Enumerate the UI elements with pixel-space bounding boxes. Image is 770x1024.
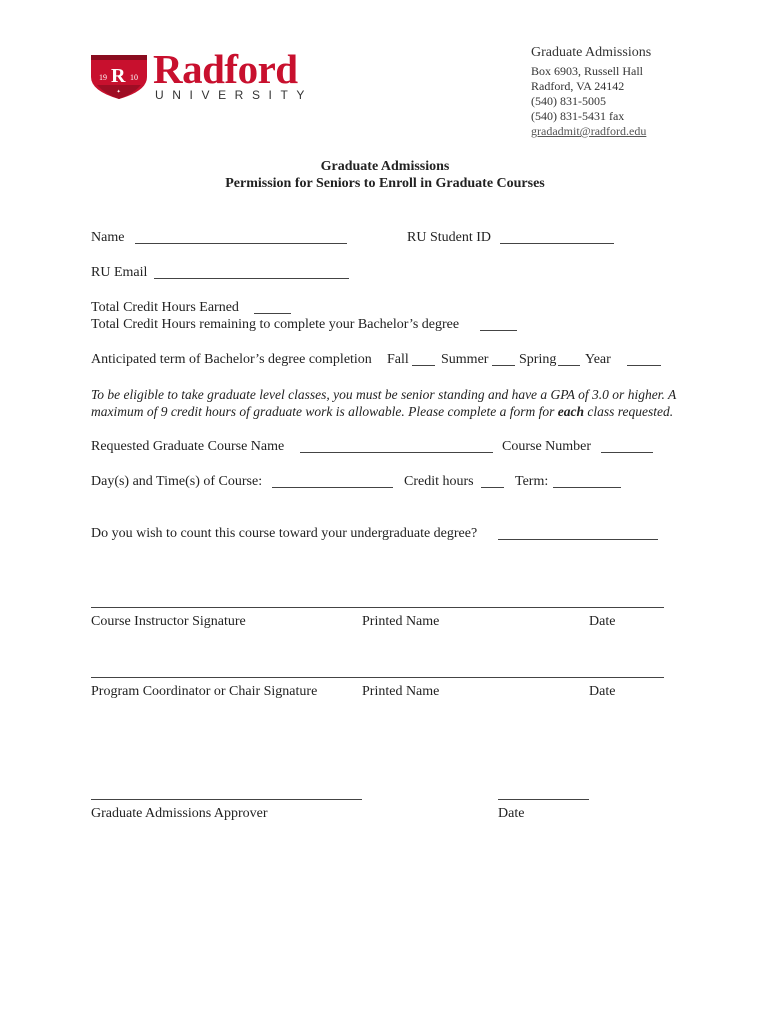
summer-field[interactable]: [492, 365, 515, 366]
approver-date-label: Date: [498, 806, 525, 821]
year-field[interactable]: [627, 365, 661, 366]
instructor-date-label: Date: [589, 614, 616, 629]
student-id-field[interactable]: [500, 243, 614, 244]
day-time-field[interactable]: [272, 487, 393, 488]
credits-earned-label: Total Credit Hours Earned: [91, 300, 239, 315]
instructor-printed-name-label: Printed Name: [362, 614, 440, 629]
form-subtitle: Permission for Seniors to Enroll in Graduate Courses: [225, 176, 545, 191]
form-title: Graduate Admissions: [320, 159, 450, 174]
summer-label: Summer: [441, 352, 489, 367]
seal-year-right: 10: [130, 73, 138, 82]
course-name-label: Requested Graduate Course Name: [91, 439, 285, 454]
eligibility-note-line2: maximum of 9 credit hours of graduate work is allowable. Please complete a form for each class requested.: [91, 404, 674, 419]
spring-label: Spring: [519, 352, 557, 367]
emphasis-each: each: [557, 404, 584, 419]
logo-wordmark: Radford: [153, 46, 298, 92]
coordinator-printed-name-label: Printed Name: [362, 684, 440, 699]
instructor-signature-label: Course Instructor Signature: [91, 614, 246, 629]
instructor-signature-line[interactable]: [91, 607, 664, 608]
phone-line: (540) 831-5005: [531, 94, 606, 108]
name-label: Name: [91, 230, 125, 245]
course-number-field[interactable]: [601, 452, 653, 453]
coordinator-signature-label: Program Coordinator or Chair Signature: [91, 684, 318, 699]
email-link[interactable]: gradadmit@radford.edu: [531, 124, 647, 138]
email-label: RU Email: [91, 265, 148, 280]
address-line: Radford, VA 24142: [531, 79, 625, 93]
office-name: Graduate Admissions: [531, 45, 652, 60]
count-toward-degree-question: Do you wish to count this course toward your undergraduate degree?: [91, 526, 478, 541]
count-toward-degree-field[interactable]: [498, 539, 658, 540]
coordinator-signature-line[interactable]: [91, 677, 664, 678]
year-label: Year: [585, 352, 611, 367]
email-field[interactable]: [154, 278, 349, 279]
term-field[interactable]: [553, 487, 621, 488]
credits-remaining-label: Total Credit Hours remaining to complete your Bachelor’s degree: [91, 317, 460, 332]
eligibility-note-line1: To be eligible to take graduate level classes, you must be senior standing and have a GPA of 3.0 or higher. A: [91, 387, 677, 402]
credit-hours-field[interactable]: [481, 487, 504, 488]
spring-field[interactable]: [558, 365, 580, 366]
fall-label: Fall: [387, 352, 409, 367]
fax-line: (540) 831-5431 fax: [531, 109, 625, 123]
logo-subtitle: UNIVERSITY: [155, 88, 314, 102]
credits-earned-field[interactable]: [254, 313, 291, 314]
course-number-label: Course Number: [502, 439, 592, 454]
approver-signature-label: Graduate Admissions Approver: [91, 806, 268, 821]
term-label: Term:: [515, 474, 549, 489]
radford-seal-logo: [89, 51, 149, 101]
fall-field[interactable]: [412, 365, 435, 366]
seal-year-left: 19: [99, 73, 107, 82]
name-field[interactable]: [135, 243, 347, 244]
credits-remaining-field[interactable]: [480, 330, 517, 331]
coordinator-date-label: Date: [589, 684, 616, 699]
approver-date-line[interactable]: [498, 799, 589, 800]
day-time-label: Day(s) and Time(s) of Course:: [91, 474, 263, 489]
approver-signature-line[interactable]: [91, 799, 362, 800]
student-id-label: RU Student ID: [407, 230, 491, 245]
credit-hours-label: Credit hours: [404, 474, 474, 489]
seal-letter: R: [111, 65, 126, 87]
course-name-field[interactable]: [300, 452, 493, 453]
anticipated-term-label: Anticipated term of Bachelor’s degree completion: [91, 352, 372, 367]
svg-text:✦: ✦: [116, 89, 121, 95]
address-line: Box 6903, Russell Hall: [531, 64, 644, 78]
